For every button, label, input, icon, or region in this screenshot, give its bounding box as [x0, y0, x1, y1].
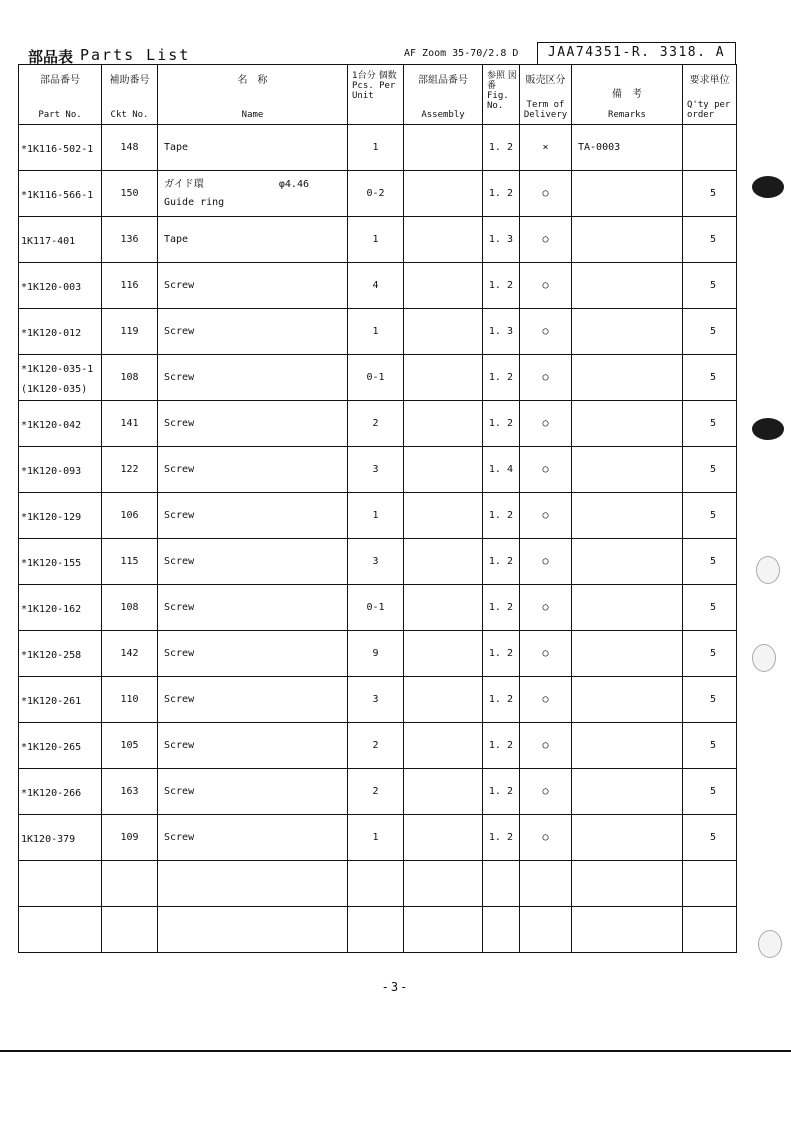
table-row — [19, 677, 737, 723]
title-jp: 部品表 — [28, 48, 74, 66]
name-cell: ガイド環 φ4.46 Guide ring — [158, 171, 348, 217]
term-cell: ○ — [520, 309, 572, 355]
part-number-cell: *1K120-042 — [19, 401, 102, 447]
ckt-number-cell: 136 — [102, 217, 158, 263]
punch-hole-mark — [752, 418, 784, 440]
term-cell: ○ — [520, 723, 572, 769]
name-cell: Screw — [158, 539, 348, 585]
table-row — [19, 171, 737, 217]
punch-hole-mark — [758, 930, 782, 958]
name-cell: Screw — [158, 447, 348, 493]
ckt-number-cell: 148 — [102, 125, 158, 171]
remarks-cell — [572, 309, 683, 355]
ckt-number-cell: 108 — [102, 355, 158, 401]
qty-cell: 2 — [348, 401, 404, 447]
table-row — [19, 907, 737, 953]
table-row — [19, 447, 737, 493]
order-cell — [683, 907, 737, 953]
order-cell: 5 — [683, 723, 737, 769]
punch-hole-mark — [752, 176, 784, 198]
fig-cell: 1. 2 — [483, 585, 520, 631]
order-cell: 5 — [683, 585, 737, 631]
table-row — [19, 585, 737, 631]
remarks-cell — [572, 401, 683, 447]
order-cell: 5 — [683, 309, 737, 355]
qty-cell: 9 — [348, 631, 404, 677]
assembly-cell — [404, 217, 483, 263]
part-number-cell: *1K120-265 — [19, 723, 102, 769]
assembly-cell — [404, 861, 483, 907]
order-cell — [683, 861, 737, 907]
model-name: AF Zoom 35-70/2.8 D — [404, 48, 519, 59]
title-en: Parts List — [80, 46, 191, 64]
col-qty-header: 1台分 個数 Pcs. Per Unit — [348, 65, 404, 125]
name-cell: Screw — [158, 815, 348, 861]
assembly-cell — [404, 815, 483, 861]
part-number-cell: *1K120-035-1 (1K120-035) — [19, 355, 102, 401]
remarks-cell — [572, 171, 683, 217]
ckt-number-cell: 116 — [102, 263, 158, 309]
col-fig-header: 参照 図番 Fig. No. — [483, 65, 520, 125]
table-row — [19, 309, 737, 355]
assembly-cell — [404, 447, 483, 493]
fig-cell: 1. 2 — [483, 171, 520, 217]
remarks-cell — [572, 907, 683, 953]
remarks-cell — [572, 861, 683, 907]
punch-hole-mark — [752, 644, 776, 672]
ckt-number-cell: 119 — [102, 309, 158, 355]
ckt-number-cell: 115 — [102, 539, 158, 585]
part-number-cell: *1K116-566-1 — [19, 171, 102, 217]
punch-hole-mark — [756, 556, 780, 584]
assembly-cell — [404, 309, 483, 355]
part-number-cell — [19, 861, 102, 907]
term-cell: ○ — [520, 769, 572, 815]
remarks-cell — [572, 447, 683, 493]
term-cell: ○ — [520, 539, 572, 585]
remarks-cell — [572, 493, 683, 539]
part-number-cell: *1K120-266 — [19, 769, 102, 815]
assembly-cell — [404, 585, 483, 631]
footer-rule — [0, 1050, 791, 1052]
table-row — [19, 861, 737, 907]
page-number: -3- — [381, 980, 410, 994]
table-header-row — [19, 65, 737, 125]
table-row — [19, 631, 737, 677]
ckt-number-cell: 110 — [102, 677, 158, 723]
name-cell: Screw — [158, 631, 348, 677]
part-number-cell: *1K120-261 — [19, 677, 102, 723]
remarks-cell — [572, 217, 683, 263]
order-cell: 5 — [683, 355, 737, 401]
order-cell: 5 — [683, 631, 737, 677]
part-number-cell: 1K117-401 — [19, 217, 102, 263]
ckt-number-cell: 141 — [102, 401, 158, 447]
col-order-header: 要求単位 Q'ty per order — [683, 65, 737, 125]
name-cell — [158, 907, 348, 953]
term-cell — [520, 861, 572, 907]
assembly-cell — [404, 401, 483, 447]
fig-cell: 1. 4 — [483, 447, 520, 493]
fig-cell: 1. 2 — [483, 769, 520, 815]
fig-cell: 1. 2 — [483, 263, 520, 309]
fig-cell: 1. 3 — [483, 309, 520, 355]
fig-cell: 1. 2 — [483, 125, 520, 171]
name-cell: Screw — [158, 585, 348, 631]
qty-cell: 0-1 — [348, 585, 404, 631]
name-cell: Tape — [158, 125, 348, 171]
qty-cell: 1 — [348, 217, 404, 263]
table-row — [19, 493, 737, 539]
parts-table — [18, 64, 737, 953]
table-row — [19, 769, 737, 815]
term-cell: ○ — [520, 493, 572, 539]
name-cell: Screw — [158, 493, 348, 539]
assembly-cell — [404, 171, 483, 217]
qty-cell: 1 — [348, 493, 404, 539]
qty-cell: 2 — [348, 723, 404, 769]
name-cell: Screw — [158, 677, 348, 723]
fig-cell: 1. 2 — [483, 493, 520, 539]
ckt-number-cell: 163 — [102, 769, 158, 815]
fig-cell: 1. 2 — [483, 539, 520, 585]
term-cell: ○ — [520, 217, 572, 263]
part-number-cell: *1K120-129 — [19, 493, 102, 539]
assembly-cell — [404, 769, 483, 815]
table-row — [19, 217, 737, 263]
part-number-cell: *1K120-162 — [19, 585, 102, 631]
col-part-header: 部品番号 Part No. — [19, 65, 102, 125]
ckt-number-cell: 108 — [102, 585, 158, 631]
ckt-number-cell: 122 — [102, 447, 158, 493]
term-cell: ○ — [520, 171, 572, 217]
order-cell: 5 — [683, 171, 737, 217]
assembly-cell — [404, 677, 483, 723]
qty-cell: 2 — [348, 769, 404, 815]
fig-cell: 1. 2 — [483, 677, 520, 723]
name-cell: Screw — [158, 263, 348, 309]
qty-cell: 1 — [348, 125, 404, 171]
fig-cell: 1. 2 — [483, 631, 520, 677]
ckt-number-cell: 150 — [102, 171, 158, 217]
col-name-header: 名 称 Name — [158, 65, 348, 125]
name-cell — [158, 861, 348, 907]
qty-cell — [348, 861, 404, 907]
assembly-cell — [404, 907, 483, 953]
part-number-cell: *1K120-003 — [19, 263, 102, 309]
qty-cell: 1 — [348, 309, 404, 355]
qty-cell: 3 — [348, 447, 404, 493]
table-row — [19, 263, 737, 309]
order-cell — [683, 125, 737, 171]
remarks-cell — [572, 723, 683, 769]
term-cell: ○ — [520, 355, 572, 401]
name-cell: Screw — [158, 309, 348, 355]
remarks-cell — [572, 355, 683, 401]
fig-cell — [483, 861, 520, 907]
name-cell: Screw — [158, 723, 348, 769]
fig-cell — [483, 907, 520, 953]
qty-cell: 3 — [348, 539, 404, 585]
name-cell: Screw — [158, 355, 348, 401]
remarks-cell — [572, 539, 683, 585]
remarks-cell — [572, 815, 683, 861]
qty-cell: 0-1 — [348, 355, 404, 401]
name-cell: Screw — [158, 401, 348, 447]
qty-cell — [348, 907, 404, 953]
fig-cell: 1. 2 — [483, 401, 520, 447]
part-number-cell — [19, 907, 102, 953]
table-body — [19, 125, 737, 953]
table-row — [19, 355, 737, 401]
name-cell: Tape — [158, 217, 348, 263]
assembly-cell — [404, 355, 483, 401]
remarks-cell — [572, 631, 683, 677]
term-cell: ○ — [520, 447, 572, 493]
part-number-cell: 1K120-379 — [19, 815, 102, 861]
assembly-cell — [404, 493, 483, 539]
table-row — [19, 815, 737, 861]
ckt-number-cell: 109 — [102, 815, 158, 861]
table-row — [19, 539, 737, 585]
part-number-cell: *1K120-155 — [19, 539, 102, 585]
qty-cell: 4 — [348, 263, 404, 309]
ckt-number-cell — [102, 907, 158, 953]
name-cell: Screw — [158, 769, 348, 815]
ckt-number-cell: 106 — [102, 493, 158, 539]
qty-cell: 1 — [348, 815, 404, 861]
term-cell: ○ — [520, 263, 572, 309]
assembly-cell — [404, 539, 483, 585]
assembly-cell — [404, 723, 483, 769]
part-number-cell: *1K120-258 — [19, 631, 102, 677]
table-row — [19, 125, 737, 171]
remarks-cell — [572, 769, 683, 815]
term-cell: ○ — [520, 677, 572, 723]
part-number-cell: *1K116-502-1 — [19, 125, 102, 171]
remarks-cell — [572, 677, 683, 723]
ckt-number-cell: 142 — [102, 631, 158, 677]
order-cell: 5 — [683, 815, 737, 861]
term-cell: ○ — [520, 585, 572, 631]
qty-cell: 3 — [348, 677, 404, 723]
order-cell: 5 — [683, 263, 737, 309]
order-cell: 5 — [683, 677, 737, 723]
assembly-cell — [404, 125, 483, 171]
order-cell: 5 — [683, 769, 737, 815]
assembly-cell — [404, 263, 483, 309]
col-remarks-header: 備 考 Remarks — [572, 65, 683, 125]
table-row — [19, 723, 737, 769]
term-cell: ○ — [520, 631, 572, 677]
term-cell: ○ — [520, 815, 572, 861]
fig-cell: 1. 2 — [483, 355, 520, 401]
fig-cell: 1. 2 — [483, 723, 520, 769]
order-cell: 5 — [683, 217, 737, 263]
order-cell: 5 — [683, 447, 737, 493]
table-row — [19, 401, 737, 447]
document-number: JAA74351-R. 3318. A — [537, 42, 736, 64]
qty-cell: 0-2 — [348, 171, 404, 217]
fig-cell: 1. 3 — [483, 217, 520, 263]
col-term-header: 販売区分 Term of Delivery — [520, 65, 572, 125]
remarks-cell — [572, 585, 683, 631]
ckt-number-cell: 105 — [102, 723, 158, 769]
assembly-cell — [404, 631, 483, 677]
part-number-cell: *1K120-012 — [19, 309, 102, 355]
remarks-cell: TA-0003 — [572, 125, 683, 171]
col-ckt-header: 補助番号 Ckt No. — [102, 65, 158, 125]
part-number-cell: *1K120-093 — [19, 447, 102, 493]
term-cell: ○ — [520, 401, 572, 447]
term-cell: × — [520, 125, 572, 171]
ckt-number-cell — [102, 861, 158, 907]
order-cell: 5 — [683, 493, 737, 539]
col-assembly-header: 部組品番号 Assembly — [404, 65, 483, 125]
remarks-cell — [572, 263, 683, 309]
order-cell: 5 — [683, 401, 737, 447]
term-cell — [520, 907, 572, 953]
fig-cell: 1. 2 — [483, 815, 520, 861]
order-cell: 5 — [683, 539, 737, 585]
